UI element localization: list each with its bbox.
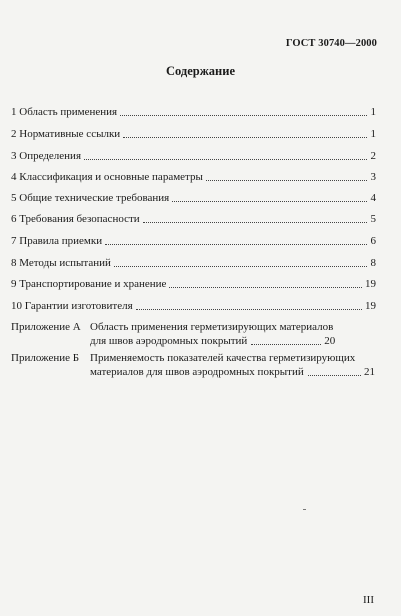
toc-entry-page: 2 bbox=[370, 150, 376, 162]
toc-entry-page: 1 bbox=[370, 106, 376, 118]
toc-entry-page: 5 bbox=[370, 213, 376, 225]
leader-dots bbox=[120, 115, 367, 116]
appendix-page: 20 bbox=[324, 335, 336, 347]
toc-entry-label: 3 Определения bbox=[11, 150, 82, 162]
leader-dots bbox=[123, 137, 367, 138]
appendix-entry[interactable] bbox=[11, 320, 376, 348]
page-number: III bbox=[363, 594, 374, 606]
appendix-title-line2-row bbox=[90, 365, 375, 379]
appendix-page: 21 bbox=[364, 366, 375, 378]
toc-entry-label: 9 Транспортирование и хранение bbox=[11, 278, 167, 290]
toc-entry-page: 3 bbox=[370, 171, 376, 183]
leader-dots bbox=[206, 180, 367, 181]
appendix-prefix: Приложение А bbox=[11, 321, 81, 333]
toc-entry-label: 2 Нормативные ссылки bbox=[11, 128, 121, 140]
appendix-entry[interactable] bbox=[11, 351, 376, 379]
toc-entry[interactable] bbox=[11, 277, 376, 291]
toc-entry[interactable] bbox=[11, 191, 376, 205]
leader-dots bbox=[143, 222, 367, 223]
toc-entry[interactable] bbox=[11, 212, 376, 226]
appendix-title-line2-row bbox=[90, 334, 375, 348]
toc-entry[interactable] bbox=[11, 256, 376, 270]
toc-entry[interactable] bbox=[11, 299, 376, 313]
toc-entry-label: 6 Требования безопасности bbox=[11, 213, 140, 225]
toc-entry-label: 5 Общие технические требования bbox=[11, 192, 170, 204]
leader-dots bbox=[105, 244, 367, 245]
scan-speck bbox=[303, 509, 306, 510]
appendix-title-line2: для швов аэродромных покрытий bbox=[90, 335, 248, 347]
toc-entry[interactable] bbox=[11, 127, 376, 141]
appendix-title-line1: Область применения герметизирующих материалов bbox=[90, 321, 334, 333]
page-title: Содержание bbox=[165, 64, 235, 78]
toc-entry-label: 1 Область применения bbox=[11, 106, 118, 118]
leader-dots bbox=[308, 375, 361, 376]
leader-dots bbox=[172, 201, 367, 202]
leader-dots bbox=[136, 309, 362, 310]
leader-dots bbox=[169, 287, 362, 288]
leader-dots bbox=[84, 159, 367, 160]
leader-dots bbox=[114, 266, 367, 267]
toc-entry-label: 8 Методы испытаний bbox=[11, 257, 111, 269]
toc-entry[interactable] bbox=[11, 149, 376, 163]
toc-entry-page: 4 bbox=[370, 192, 376, 204]
toc-entry-label: 10 Гарантии изготовителя bbox=[11, 300, 133, 312]
standard-number: ГОСТ 30740—2000 bbox=[285, 38, 377, 49]
toc-entry[interactable] bbox=[11, 170, 376, 184]
toc-entry-page: 1 bbox=[370, 128, 376, 140]
toc-entry-page: 6 bbox=[370, 235, 376, 247]
appendix-prefix: Приложение Б bbox=[11, 352, 80, 364]
appendix-body bbox=[90, 351, 375, 379]
toc-entry[interactable] bbox=[11, 234, 376, 248]
appendix-title-line1: Применяемость показателей качества герметизирующих bbox=[90, 352, 356, 364]
leader-dots bbox=[251, 344, 321, 345]
appendix-title-line2: материалов для швов аэродромных покрытий bbox=[90, 366, 304, 378]
toc-entry-label: 7 Правила приемки bbox=[11, 235, 103, 247]
toc-entry-page: 8 bbox=[370, 257, 376, 269]
toc-entry-label: 4 Классификация и основные параметры bbox=[11, 171, 203, 183]
toc-entry[interactable] bbox=[11, 105, 376, 119]
toc-entry-page: 19 bbox=[365, 278, 376, 290]
toc-entry-page: 19 bbox=[365, 300, 376, 312]
appendix-body bbox=[90, 320, 375, 348]
